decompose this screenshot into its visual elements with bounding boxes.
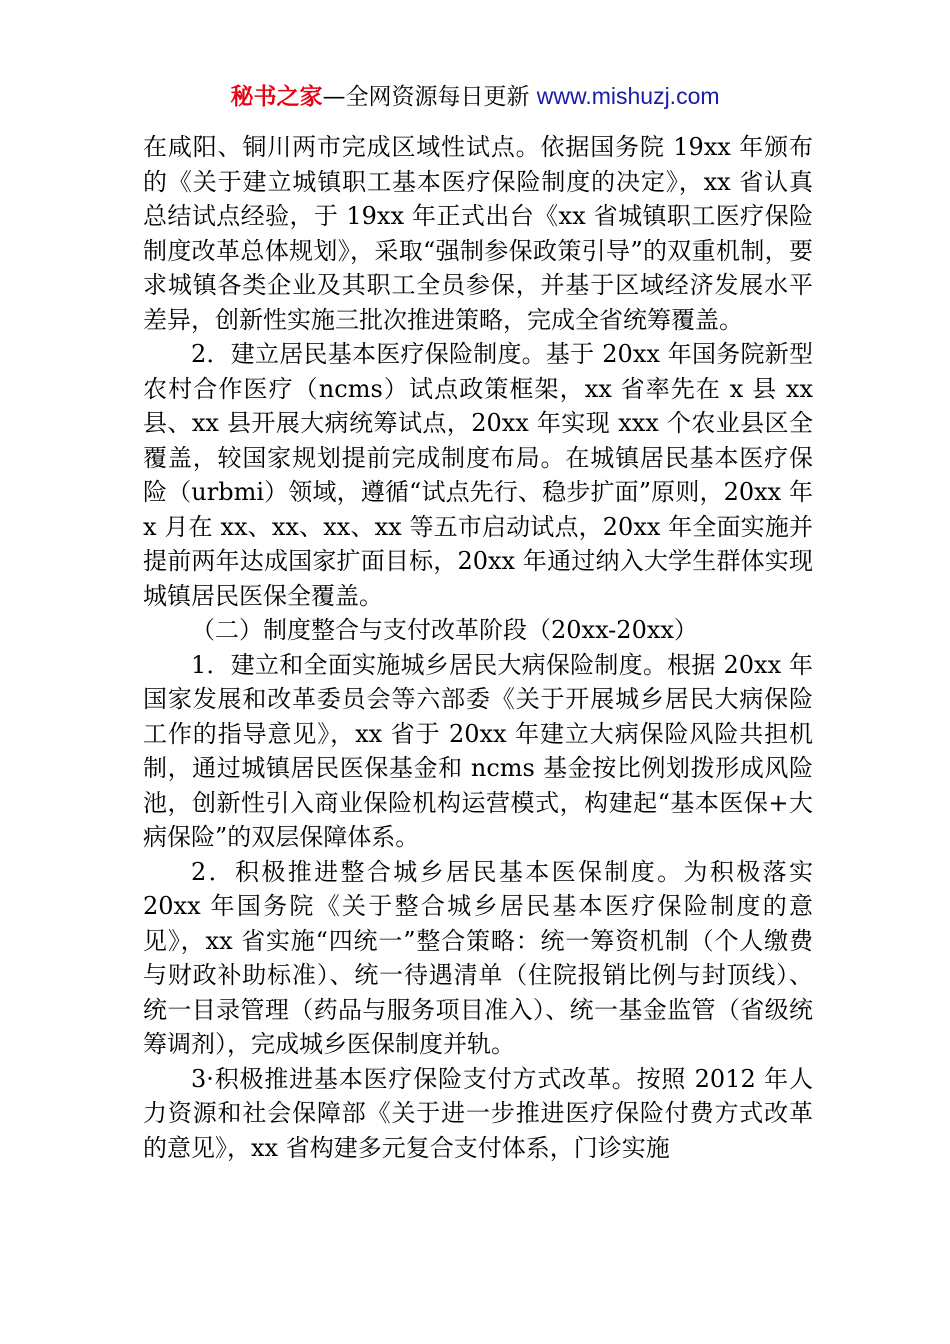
- section-heading: （二）制度整合与支付改革阶段（20xx-20xx）: [191, 616, 698, 644]
- paragraph-resident-insurance: 2．建立居民基本医疗保险制度。基于 20xx 年国务院新型农村合作医疗（ncms）试点政策框架，xx 省率先在 x 县 xx 县、xx 县开展大病统筹试点，20xx 年实现 xxx 个农业县区全覆盖，较国家规划提前完成制度布局。在城镇居民基本医疗保险（urbmi）领域，遵循“试点先行、稳步扩面”原则，20xx 年 x 月在 xx、xx、xx、xx 等五市启动试点，20xx 年全面实施并提前两年达成国家扩面目标，20xx 年通过纳入大学生群体实现城镇居民医保全覆盖。: [143, 340, 813, 610]
- paragraph-integration: 2．积极推进整合城乡居民基本医保制度。为积极落实 20xx 年国务院《关于整合城乡居民基本医疗保险制度的意见》，xx 省实施“四统一”整合策略：统一筹资机制（个人缴费与财政补助标准）、统一待遇清单（住院报销比例与封顶线）、统一目录管理（药品与服务项目准入）、统一基金监管（省级统筹调剂），完成城乡医保制度并轨。: [143, 857, 813, 1058]
- paragraph-payment-reform: 3·积极推进基本医疗保险支付方式改革。按照 2012 年人力资源和社会保障部《关于进一步推进医疗保险付费方式改革的意见》，xx 省构建多元复合支付体系，门诊实施: [143, 1064, 813, 1162]
- document-body: [143, 130, 813, 1165]
- site-header: [0, 80, 950, 113]
- paragraph-serious-illness: 1．建立和全面实施城乡居民大病保险制度。根据 20xx 年国家发展和改革委员会等六部委《关于开展城乡居民大病保险工作的指导意见》，xx 省于 20xx 年建立大病保险风险共担机制，通过城镇居民医保基金和 ncms 基金按比例划拨形成风险池，创新性引入商业保险机构运营模式，构建起“基本医保+大病保险”的双层保障体系。: [143, 650, 813, 851]
- paragraph-continuation: 在咸阳、铜川两市完成区域性试点。依据国务院 19xx 年颁布的《关于建立城镇职工基本医疗保险制度的决定》，xx 省认真总结试点经验，于 19xx 年正式出台《xx 省城镇职工医疗保险制度改革总体规划》，采取“强制参保政策引导”的双重机制，要求城镇各类企业及其职工全员参保，并基于区域经济发展水平差异，创新性实施三批次推进策略，完成全省统筹覆盖。: [143, 133, 813, 334]
- site-tagline: —全网资源每日更新: [322, 84, 537, 110]
- site-url-link[interactable]: www.mishuzj.com: [536, 83, 720, 109]
- site-brand: 秘书之家: [230, 84, 323, 110]
